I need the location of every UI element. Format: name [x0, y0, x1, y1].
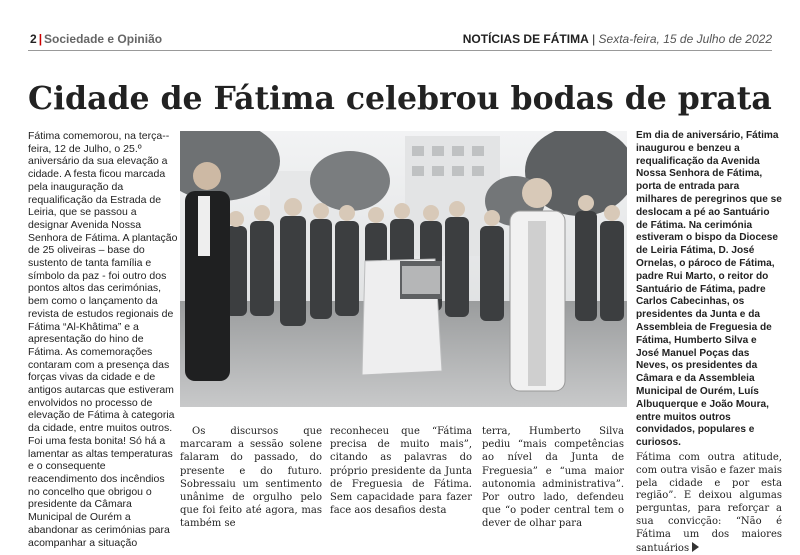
publication-info — [463, 32, 772, 46]
issue-date: Sexta-feira, 15 de Julho de 2022 — [598, 32, 772, 46]
body-column-3: terra, Humberto Silva pediu “mais competências ao nível da Junta de Freguesia” e “uma maior autonomia administrativa”. Por outro lado, defendeu que “o poder central tem o dever de olhar para — [482, 426, 624, 530]
photo-illustration — [180, 131, 627, 407]
page-section-label — [30, 32, 162, 46]
article-headline: Cidade de Fátima celebrou bodas de prata — [28, 80, 772, 117]
header-rule — [28, 50, 772, 51]
body-column-4-text: Fátima com outra atitude, com outra visão e fazer mais pela cidade e por esta região”. E deixou algumas perguntas, para reforçar a sua convicção: “Não é Fátima um dos maiores santuários — [636, 452, 782, 554]
separator: | — [38, 32, 43, 46]
body-column-2: reconheceu que “Fátima precisa de muito mais”, citando as palavras do próprio presidente da Junta de Freguesia de Fátima. Sem capacidade para fazer face aos desafios desta — [330, 426, 472, 517]
page-number: 2 — [30, 32, 37, 46]
publication-name: NOTÍCIAS DE FÁTIMA — [462, 32, 589, 46]
page-header — [0, 0, 800, 52]
left-column-text: Fátima comemorou, na terça--feira, 12 de Julho, o 25.º aniversário da sua elevação a cidade. A festa ficou marcada pela inauguração da requalificação da Estrada de Leiria, que se passou a designar Avenida Nossa Senhora de Fátima. A plantação de 25 oliveiras – base do sustento de tanta família e símbolo da paz - foi outro dos pontos altos das cerimónias, bem como o lançamento da revista de estudos regionais de Fátima “Al-Khâtima” e a apresentação do hino de Fátima. As comemorações contaram com a presença das forças vivas da cidade e de antigos autarcas que estiveram envolvidos no processo de elevação de Fátima à categoria da cidade, entre muitos outros. Foi uma festa bonita! Só há a lamentar as altas temperaturas e o consequente reacendimento dos incêndios no concelho que obrigou o presidente da Câmara Municipal de Ourém a abandonar as cerimónias para acompanhar a situação — [28, 130, 178, 549]
section-name: Sociedade e Opinião — [44, 32, 163, 46]
continue-arrow-icon — [692, 542, 699, 552]
ceremony-photo — [180, 131, 627, 407]
right-column-lead: Em dia de aniversário, Fátima inaugurou e benzeu a requalificação da Avenida Nossa Senhora de Fátima, porta de entrada para milhares de peregrinos que se deslocam a pé ao Santuário de Fátima. Na cerimónia estiveram o bispo da Diocese de Leiria Fátima, D. José Ornelas, o pároco de Fátima, padre Rui Marto, o reitor do Santuário de Fátima, padre Carlos Cabecinhas, os presidentes da Junta e da Assembleia de Freguesia de Fátima, Humberto Silva e José Manuel Poças das Neves, os presidentes da Câmara e da Assembleia Municipal de Ourém, Luís Albuquerque e João Moura, entre muitos outros convidados, populares e curiosos. — [636, 130, 782, 449]
body-column-4 — [636, 452, 782, 555]
separator: | — [592, 32, 599, 46]
body-column-1: Os discursos que marcaram a sessão solene falaram do passado, do presente e do futuro. Sobressaiu um sentimento unânime de orgulho pelo que foi feito até agora, mas também se — [180, 426, 322, 530]
